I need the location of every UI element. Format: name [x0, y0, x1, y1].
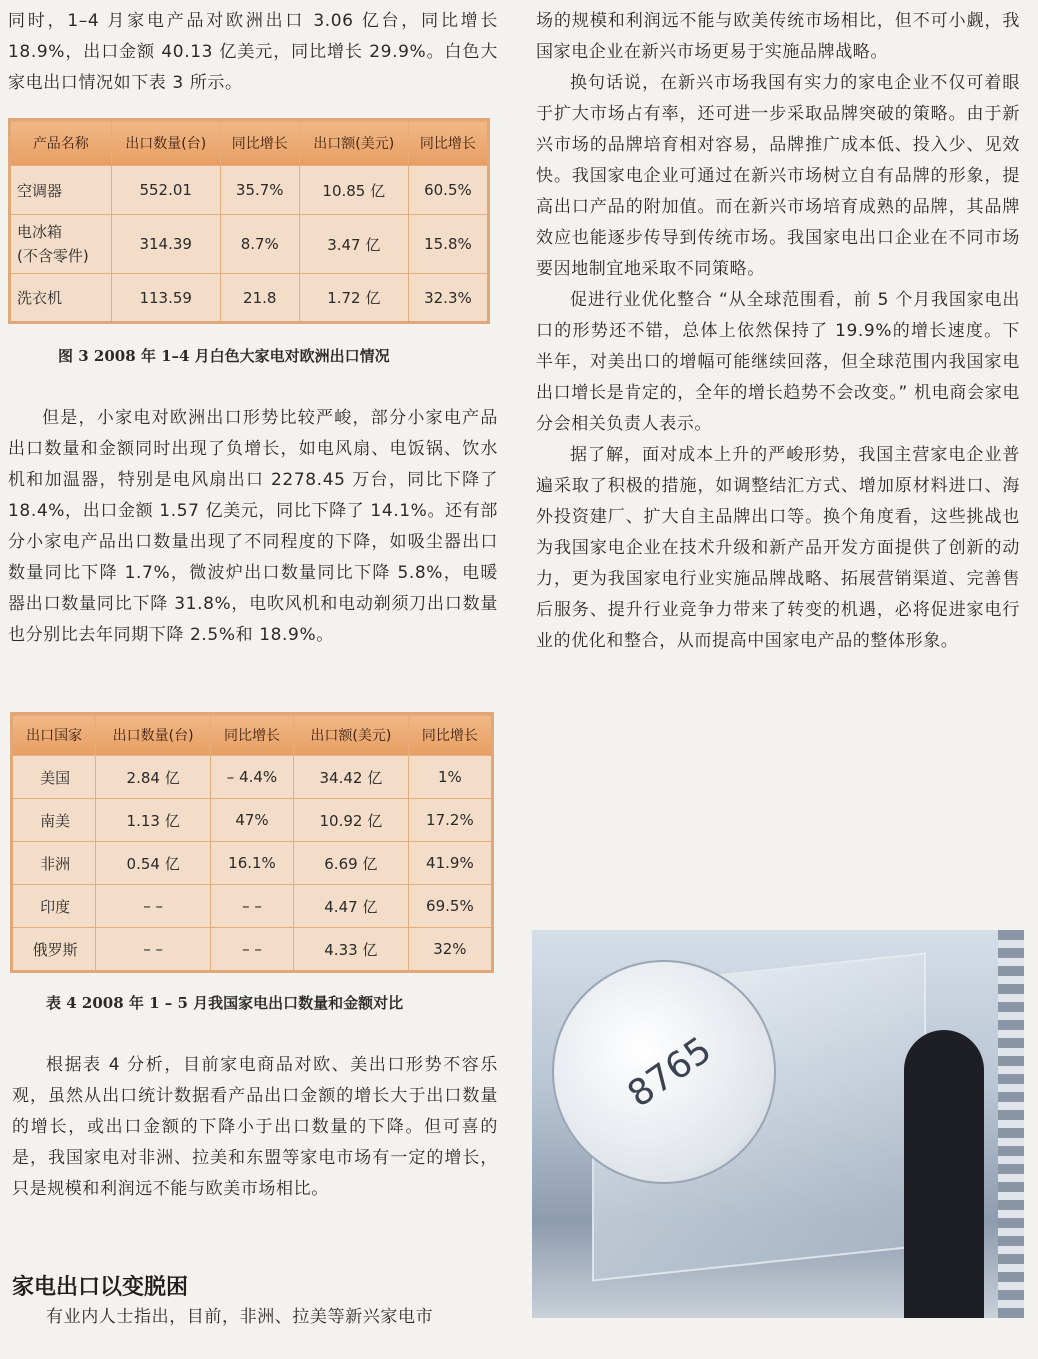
paragraph-cost-response: 据了解，面对成本上升的严峻形势，我国主营家电企业普遍采取了积极的措施，如调整结汇方式、增加原材料进口、海外投资建厂、扩大自主品牌出口等。换个角度看，这些挑战也为我国家电企业在技术升级和新产品开发方面提供了创新的动力，更为我国家电行业实施品牌战略、拓展营销渠道、完善售后服务、提升行业竞争力带来了转变的机遇，必将促进家电行业的优化和整合，从而提高中国家电产品的整体形象。 [536, 445, 1020, 651]
table-header-cell: 同比增长 [408, 714, 492, 756]
table-cell: 10.92 亿 [293, 799, 408, 842]
table-cell: 41.9% [408, 842, 492, 885]
clock-graphic [552, 960, 776, 1184]
table-cell: – – [211, 885, 294, 928]
table-header-cell: 出口数量(台) [96, 714, 211, 756]
table-header-cell: 出口额(美元) [299, 120, 408, 166]
table-header-cell: 出口国家 [12, 714, 96, 756]
table-cell: 美国 [12, 756, 96, 799]
table-export-by-country [10, 712, 494, 973]
table-row [12, 928, 493, 972]
table-header-row [10, 120, 489, 166]
table-cell: – – [211, 928, 294, 972]
table-cell: 印度 [12, 885, 96, 928]
table-cell: 15.8% [408, 215, 488, 274]
table4-caption: 表 4 2008 年 1 – 5 月我国家电出口数量和金额对比 [46, 994, 404, 1012]
table-cell: 6.69 亿 [293, 842, 408, 885]
table-cell: 4.33 亿 [293, 928, 408, 972]
table-cell: 南美 [12, 799, 96, 842]
table-header-cell: 同比增长 [211, 714, 294, 756]
paragraph-continued: 场的规模和利润远不能与欧美传统市场相比，但不可小觑，我国家电企业在新兴市场更易于实施品牌战略。 [536, 11, 1020, 62]
table-row [10, 215, 489, 274]
table-header-cell: 同比增长 [408, 120, 488, 166]
table-cell: – – [96, 928, 211, 972]
table-cell: – 4.4% [211, 756, 294, 799]
table-cell: 俄罗斯 [12, 928, 96, 972]
left-column-block-4 [12, 1302, 498, 1333]
table-cell: 21.8 [220, 274, 299, 323]
table-header-cell: 出口数量(台) [111, 120, 220, 166]
table-row [12, 842, 493, 885]
table-header-row [12, 714, 493, 756]
table-row [12, 885, 493, 928]
table-cell: 314.39 [111, 215, 220, 274]
table-cell: 32% [408, 928, 492, 972]
right-column [536, 6, 1020, 657]
table-cell: 113.59 [111, 274, 220, 323]
table-row [10, 274, 489, 323]
table-cell: 4.47 亿 [293, 885, 408, 928]
table-header-cell: 产品名称 [10, 120, 112, 166]
left-column [8, 6, 498, 99]
section-heading: 家电出口以变脱困 [12, 1275, 189, 1300]
table-cell: 0.54 亿 [96, 842, 211, 885]
table-cell: 16.1% [211, 842, 294, 885]
decorative-photo [532, 930, 1024, 1318]
table3-caption: 图 3 2008 年 1–4 月白色大家电对欧洲出口情况 [58, 347, 390, 365]
table-cell: 3.47 亿 [299, 215, 408, 274]
table-cell: 17.2% [408, 799, 492, 842]
left-column-block-3 [12, 1050, 498, 1205]
table-cell: 空调器 [10, 166, 112, 215]
table-row [12, 756, 493, 799]
table-cell: 电冰箱 (不含零件) [10, 215, 112, 274]
paragraph-emerging-markets: 有业内人士指出，目前，非洲、拉美等新兴家电市 [46, 1307, 434, 1327]
table-cell: 32.3% [408, 274, 488, 323]
table-cell: 47% [211, 799, 294, 842]
filmstrip-graphic [998, 930, 1024, 1318]
table-cell: – – [96, 885, 211, 928]
paragraph-industry-integration: 促进行业优化整合 “从全球范围看，前 5 个月我国家电出口的形势还不错，总体上依然保持了 19.9%的增长速度。下半年，对美出口的增幅可能继续回落，但全球范围内我国家电出口增长是肯定的，全年的增长趋势不会改变。” 机电商会家电分会相关负责人表示。 [536, 290, 1020, 434]
table-cell: 非洲 [12, 842, 96, 885]
silhouette-figure [904, 1030, 984, 1318]
table-cell: 1.13 亿 [96, 799, 211, 842]
paragraph-intro: 同时，1–4 月家电产品对欧洲出口 3.06 亿台，同比增长 18.9%，出口金额 40.13 亿美元，同比增长 29.9%。白色大家电出口情况如下表 3 所示。 [8, 11, 498, 93]
paragraph-brand-strategy: 换句话说，在新兴市场我国有实力的家电企业不仅可着眼于扩大市场占有率，还可进一步采取品牌突破的策略。由于新兴市场的品牌培育相对容易，品牌推广成本低、投入少、见效快。我国家电企业可通过在新兴市场树立自有品牌的形象，提高出口产品的附加值。而在新兴市场培育成熟的品牌，其品牌效应也能逐步传导到传统市场。我国家电出口企业在不同市场要因地制宜地采取不同策略。 [536, 73, 1020, 279]
table-white-appliances-europe [8, 118, 490, 324]
table-header-cell: 同比增长 [220, 120, 299, 166]
left-column-block-2 [8, 403, 498, 651]
clock-digits: 8765 [620, 1029, 720, 1116]
table-cell: 2.84 亿 [96, 756, 211, 799]
table-cell: 8.7% [220, 215, 299, 274]
table-cell: 35.7% [220, 166, 299, 215]
table-row [10, 166, 489, 215]
table-cell: 60.5% [408, 166, 488, 215]
table-cell: 1.72 亿 [299, 274, 408, 323]
table-cell: 34.42 亿 [293, 756, 408, 799]
table-row [12, 799, 493, 842]
table-cell: 1% [408, 756, 492, 799]
table-cell: 552.01 [111, 166, 220, 215]
paragraph-table4-analysis: 根据表 4 分析，目前家电商品对欧、美出口形势不容乐观，虽然从出口统计数据看产品出口金额的增长大于出口数量的增长，或出口金额的下降小于出口数量的下降。但可喜的是，我国家电对非洲、拉美和东盟等家电市场有一定的增长，只是规模和利润远不能与欧美市场相比。 [12, 1055, 498, 1199]
table-header-cell: 出口额(美元) [293, 714, 408, 756]
paragraph-small-appliances: 但是，小家电对欧洲出口形势比较严峻，部分小家电产品出口数量和金额同时出现了负增长，如电风扇、电饭锅、饮水机和加温器，特别是电风扇出口 2278.45 万台，同比下降了 18.4%，出口金额 1.57 亿美元，同比下降了 14.1%。还有部分小家电产品出口数量出现了不同程度的下降，如吸尘器出口数量同比下降 1.7%，微波炉出口数量同比下降 5.8%，电暖器出口数量同比下降 31.8%，电吹风机和电动剃须刀出口数量也分别比去年同期下降 2.5%和 18.9%。 [8, 408, 498, 645]
table-cell: 洗衣机 [10, 274, 112, 323]
table-cell: 69.5% [408, 885, 492, 928]
table-cell: 10.85 亿 [299, 166, 408, 215]
